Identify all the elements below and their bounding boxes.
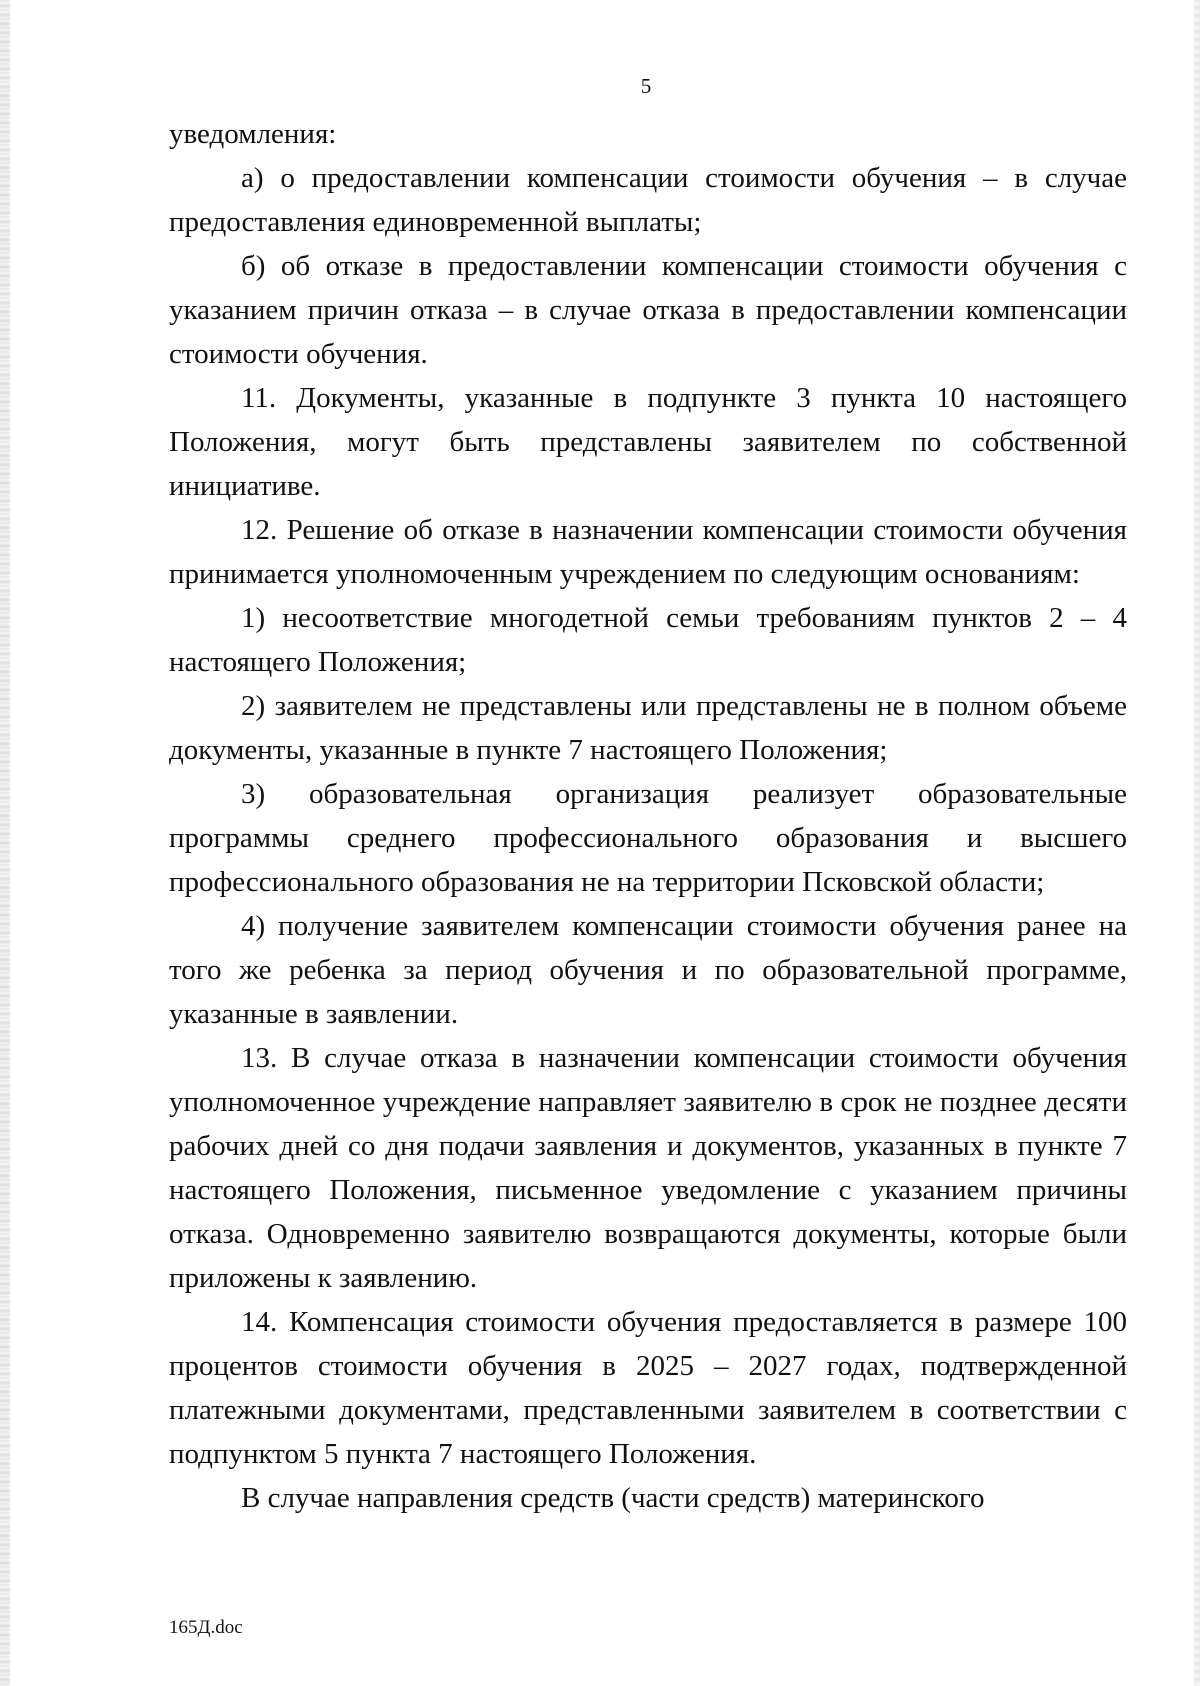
paragraph-item-b: б) об отказе в предоставлении компенсации стоимости обучения с указанием причин отказа – в случае отказа в предоставлении компенсации стоимости обучения. xyxy=(169,250,1127,370)
paragraph-ground-1: 1) несоответствие многодетной семьи требованиям пунктов 2 – 4 настоящего Положения; xyxy=(169,602,1127,678)
paragraph-maternity-capital: В случае направления средств (части средств) материнского xyxy=(241,1482,985,1514)
paragraph-clause-14: 14. Компенсация стоимости обучения предоставляется в размере 100 процентов стоимости обучения в 2025 – 2027 годах, подтвержденной платежными документами, представленными заявителем в соответствии с подпунктом 5 пункта 7 настоящего Положения. xyxy=(169,1306,1127,1470)
paragraph-clause-12: 12. Решение об отказе в назначении компенсации стоимости обучения принимается уполномоченным учреждением по следующим основаниям: xyxy=(169,514,1127,590)
document-body xyxy=(169,112,1127,1520)
paragraph-ground-2: 2) заявителем не представлены или представлены не в полном объеме документы, указанные в пункте 7 настоящего Положения; xyxy=(169,690,1127,766)
paragraph-ground-4: 4) получение заявителем компенсации стоимости обучения ранее на того же ребенка за период обучения и по образовательной программе, указанные в заявлении. xyxy=(169,910,1127,1030)
paragraph-item-a: а) о предоставлении компенсации стоимости обучения – в случае предоставления единовременной выплаты; xyxy=(169,162,1127,238)
scan-edge-left xyxy=(0,0,10,1686)
footer-filename: 165Д.doc xyxy=(169,1617,243,1638)
paragraph-clause-13: 13. В случае отказа в назначении компенсации стоимости обучения уполномоченное учреждение направляет заявителю в срок не позднее десяти рабочих дней со дня подачи заявления и документов, указанных в пункте 7 настоящего Положения, письменное уведомление с указанием причины отказа. Одновременно заявителю возвращаются документы, которые были приложены к заявлению. xyxy=(169,1042,1127,1294)
paragraph-ground-3: 3) образовательная организация реализует образовательные программы среднего профессионального образования и высшего профессионального образования не на территории Псковской области; xyxy=(169,778,1127,898)
page-number: 5 xyxy=(640,74,652,98)
scan-edge-right xyxy=(1194,0,1200,1686)
paragraph-clause-11: 11. Документы, указанные в подпункте 3 пункта 10 настоящего Положения, могут быть представлены заявителем по собственной инициативе. xyxy=(169,382,1127,502)
paragraph-continuation: уведомления: xyxy=(169,118,337,150)
